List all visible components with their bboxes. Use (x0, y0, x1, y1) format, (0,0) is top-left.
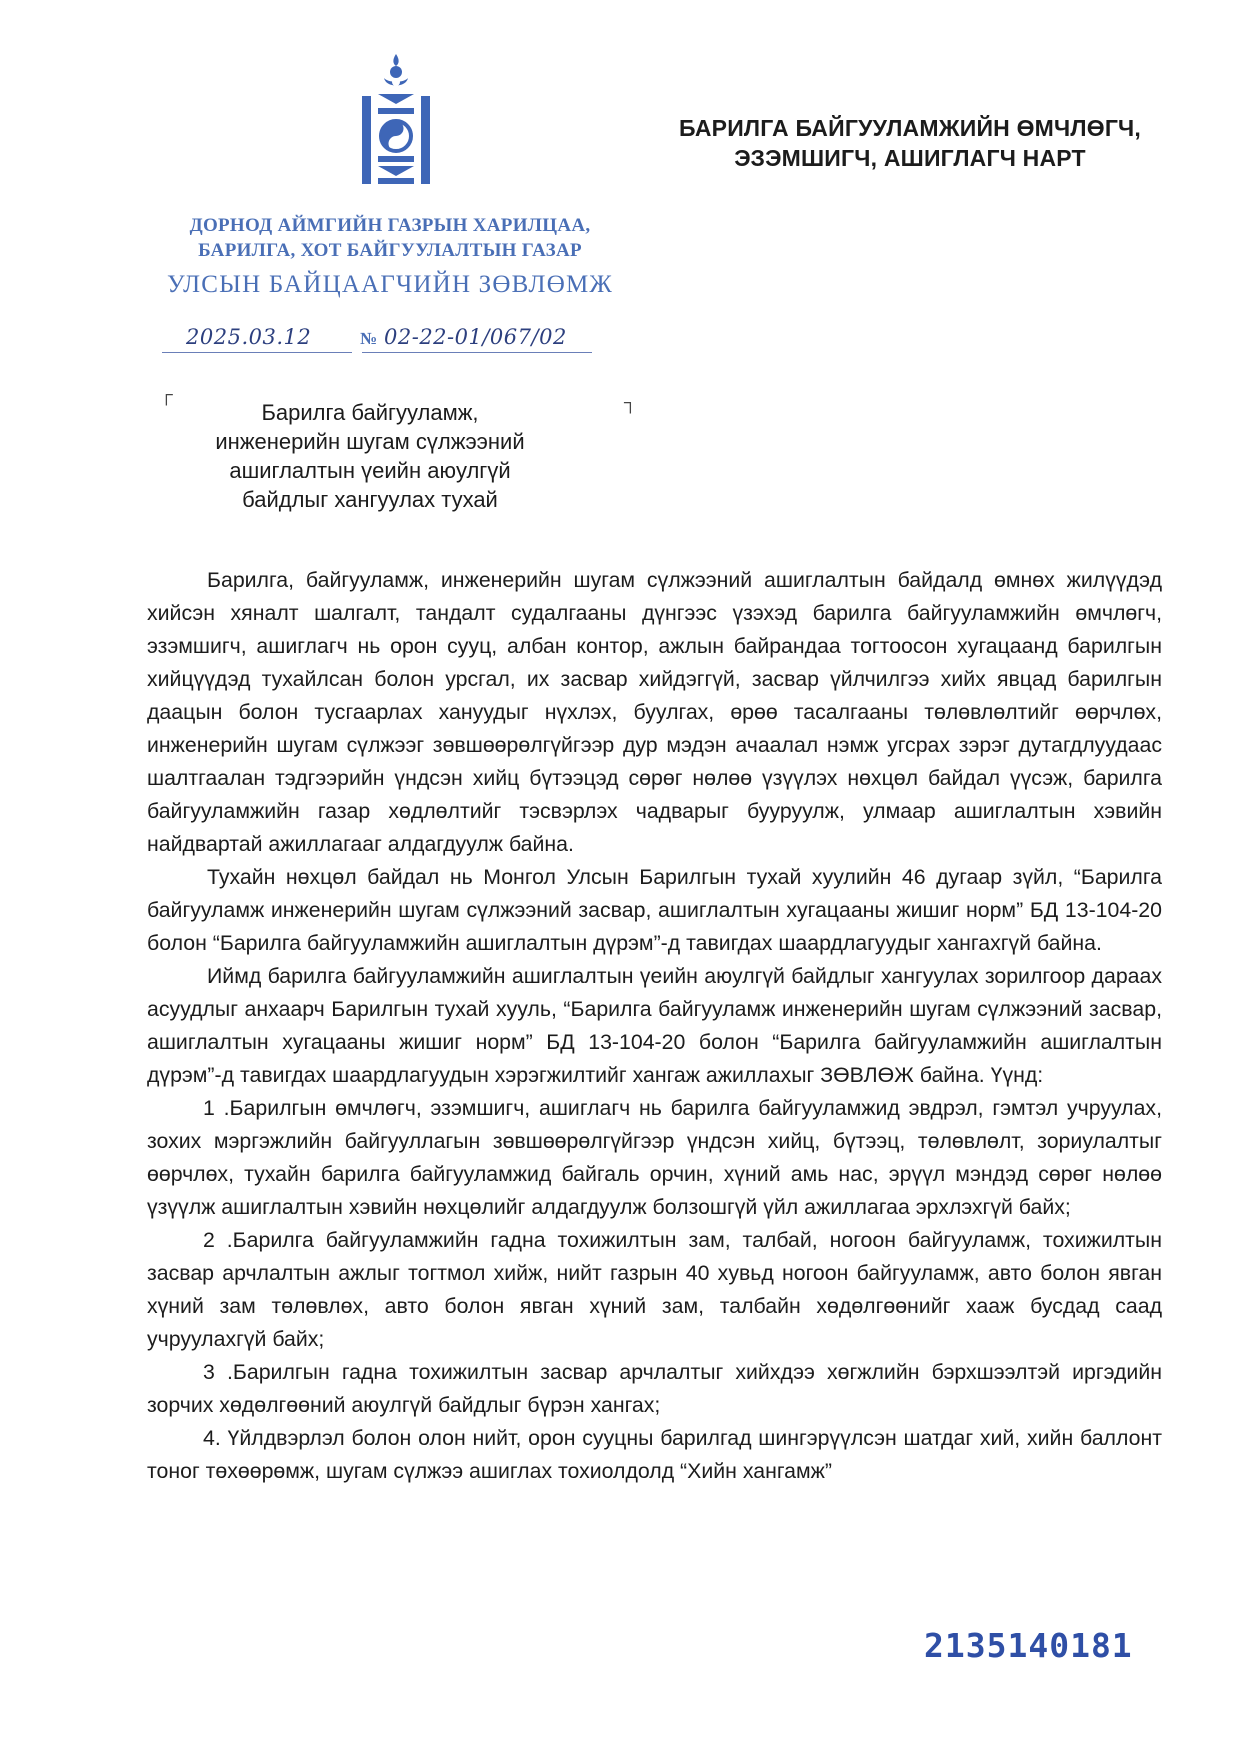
recommendation-item-3: 3 .Барилгын гадна тохижилтын засвар арчлалтыг хийхдээ хөгжлийн бэрхшээлтэй иргэдийн зорчих хөдөлгөөний аюулгүй байдлыг бүрэн хангах; (147, 1360, 1162, 1417)
subject-block (180, 398, 560, 514)
subject-line-2: инженерийн шугам сүлжээний (215, 429, 525, 454)
recipient-block (640, 113, 1180, 173)
recommendation-item-4: 4. Үйлдвэрлэл болон олон нийт, орон сууцны барилгад шингэрүүлсэн шатдаг хий, хийн баллонт тоног төхөөрөмж, шугам сүлжээ ашиглах тохиолдолд “Хийн хангамж” (147, 1426, 1162, 1483)
subject-line-3: ашиглалтын үеийн аюулгүй (229, 458, 511, 483)
document-number: 02-22-01/067/02 (384, 325, 567, 349)
agency-name-line-1: ДОРНОД АЙМГИЙН ГАЗРЫН ХАРИЛЦАА, (189, 215, 591, 236)
body-paragraph-3: Иймд барилга байгууламжийн ашиглалтын үеийн аюулгүй байдлыг хангуулах зорилгоор дараах асуудлыг анхаарч Барилгын тухай хууль, “Барилга байгууламж инженерийн шугам сүлжээний засвар, ашиглалтын хугацааны жишиг норм” БД 13-104-20 болон “Барилга байгууламжийн ашиглалтын дүрэм”-д тавигдах шаардлагуудын хэрэгжилтийг хангаж ажиллахыг ЗӨВЛӨЖ байна. Үүнд: (147, 964, 1162, 1087)
subject-bracket-left: ┌ (160, 384, 173, 404)
number-underline (362, 352, 592, 353)
subject-bracket-right: ┐ (624, 392, 637, 412)
recommendation-item-1: 1 .Барилгын өмчлөгч, эзэмшигч, ашиглагч нь барилга байгууламжид эвдрэл, гэмтэл учруулах, зохих мэргэжлийн байгууллагын зөвшөөрөлгүйгээр үндсэн хийц, бүтээц, төлөвлөлт, зориулалтыг өөрчлөх, тухайн барилга байгууламжид байгаль орчин, хүний амь нас, эрүүл мэндэд сөрөг нөлөө үзүүлж ашиглалтын хэвийн нөхцөлийг алдагдуулж болзошгүй үйл ажиллагаа эрхлэхгүй байх; (147, 1096, 1162, 1219)
registration-row (162, 322, 592, 356)
stamp-number: 2135140181 (924, 1626, 1133, 1665)
recipient-line-1: БАРИЛГА БАЙГУУЛАМЖИЙН ӨМЧЛӨГЧ, (678, 115, 1142, 141)
letter-body (147, 564, 1162, 1488)
date-underline (162, 352, 352, 353)
document-type: УЛСЫН БАЙЦААГЧИЙН ЗӨВЛӨМЖ (167, 271, 613, 298)
recommendation-item-2: 2 .Барилга байгууламжийн гадна тохижилтын зам, талбай, ногоон байгууламж, тохижилтын засвар арчлалтын ажлыг тогтмол хийж, нийт газрын 40 хувьд ногоон байгууламж, авто болон явган хүний зам төлөвлөх, авто болон явган хүний зам, талбайн хөдөлгөөнийг хааж бусдад саад учруулахгүй байх; (147, 1228, 1162, 1351)
document-date: 2025.03.12 (186, 325, 312, 349)
number-label: № (360, 329, 378, 348)
body-paragraph-1: Барилга, байгууламж, инженерийн шугам сүлжээний ашиглалтын байдалд өмнөх жилүүдэд хийсэн хяналт шалгалт, тандалт судалгааны дүнгээс үзэхэд барилга байгууламжийн өмчлөгч, эзэмшигч, ашиглагч нь орон сууц, албан контор, ажлын байрандаа тогтоосон хугацаанд барилгын хийцүүдэд тухайлсан болон урсгал, их засвар хийдэггүй, засвар үйлчилгээ хийх явцад барилгын даацын болон тусгаарлах хануудыг нүхлэх, буулгах, өрөө тасалгааны төлөвлөлтийг өөрчлөх, инженерийн шугам сүлжээг зөвшөөрөлгүйгээр дур мэдэн ачаалал нэмж угсрах зэрэг дутагдлуудаас шалтгаалан тэдгээрийн үндсэн хийц бүтээцэд сөрөг нөлөө үзүүлэх нөхцөл байдал үүсэж, барилга байгууламжийн газар хөдлөлтийг тэсвэрлэх чадварыг бууруулж, улмаар ашиглалтын хэвийн найдвартай ажиллагааг алдагдуулж байна. (147, 568, 1162, 856)
agency-name-line-2: БАРИЛГА, ХОТ БАЙГУУЛАЛТЫН ГАЗАР (198, 240, 582, 261)
recipient-line-2: ЭЗЭМШИГЧ, АШИГЛАГЧ НАРТ (734, 145, 1086, 171)
soyombo-emblem-icon (360, 52, 432, 186)
subject-line-4: байдлыг хангуулах тухай (242, 487, 498, 512)
body-paragraph-2: Тухайн нөхцөл байдал нь Монгол Улсын Барилгын тухай хуулийн 46 дугаар зүйл, “Барилга байгууламж инженерийн шугам сүлжээний засвар, ашиглалтын хугацааны жишиг норм” БД 13-104-20 болон “Барилга байгууламжийн ашиглалтын дүрэм”-д тавигдах шаардлагуудыг хангахгүй байна. (147, 865, 1162, 955)
subject-line-1: Барилга байгууламж, (261, 400, 479, 425)
agency-block (160, 213, 620, 299)
